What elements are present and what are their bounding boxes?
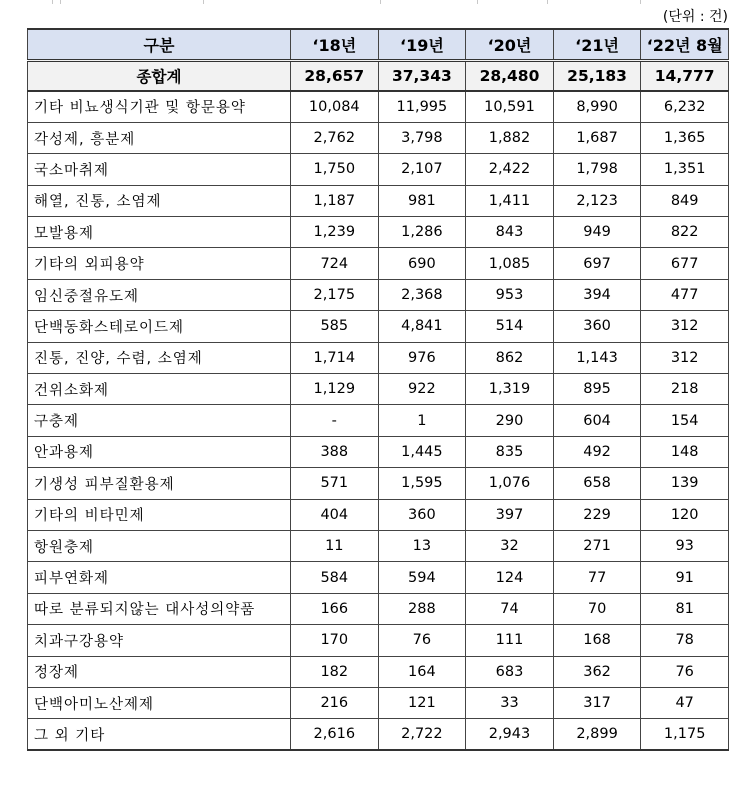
unit-label: (단위 : 건) [662,9,728,25]
row-value: 594 [378,562,466,593]
row-value: 690 [378,248,466,279]
row-value: 164 [378,656,466,687]
table-row [28,530,729,561]
row-value: 124 [466,562,554,593]
row-value: 2,722 [378,719,466,750]
row-value: 585 [291,311,379,342]
row-value: 1,714 [291,342,379,373]
row-value: 312 [641,311,729,342]
table-row [28,374,729,405]
row-label: 국소마취제 [28,154,291,185]
row-value: 584 [291,562,379,593]
row-value: 953 [466,279,554,310]
row-value: 1,798 [553,154,641,185]
row-value: - [291,405,379,436]
row-value: 3,798 [378,122,466,153]
row-value: 397 [466,499,554,530]
table-row [28,405,729,436]
row-value: 492 [553,436,641,467]
row-label: 기생성 피부질환용제 [28,468,291,499]
row-value: 477 [641,279,729,310]
row-label: 항원충제 [28,530,291,561]
row-label: 정장제 [28,656,291,687]
header-category: 구분 [28,29,291,60]
column-divider [60,0,61,4]
table-row [28,593,729,624]
row-value: 139 [641,468,729,499]
header-2021: ‘21년 [553,29,641,60]
row-label: 모발용제 [28,217,291,248]
column-divider [52,0,53,4]
row-value: 362 [553,656,641,687]
row-value: 10,084 [291,91,379,122]
row-value: 10,591 [466,91,554,122]
column-divider [477,0,478,4]
row-value: 2,422 [466,154,554,185]
top-strip [0,0,752,4]
row-value: 1,076 [466,468,554,499]
row-value: 835 [466,436,554,467]
row-value: 148 [641,436,729,467]
row-label: 건위소화제 [28,374,291,405]
row-value: 895 [553,374,641,405]
table-row [28,562,729,593]
row-value: 1,143 [553,342,641,373]
row-value: 182 [291,656,379,687]
table-row [28,217,729,248]
table-row [28,342,729,373]
row-value: 862 [466,342,554,373]
row-value: 11,995 [378,91,466,122]
row-value: 33 [466,687,554,718]
row-value: 288 [378,593,466,624]
row-label: 각성제, 흥분제 [28,122,291,153]
total-value: 28,657 [291,60,379,91]
table-row [28,154,729,185]
table-row [28,122,729,153]
row-label: 그 외 기타 [28,719,291,750]
header-2022-aug: ‘22년 8월 [641,29,729,60]
column-divider [640,0,641,4]
row-value: 697 [553,248,641,279]
row-value: 976 [378,342,466,373]
row-value: 1,085 [466,248,554,279]
row-value: 571 [291,468,379,499]
row-value: 1,750 [291,154,379,185]
row-value: 1,129 [291,374,379,405]
row-value: 271 [553,530,641,561]
header-2020: ‘20년 [466,29,554,60]
row-label: 피부연화제 [28,562,291,593]
row-value: 154 [641,405,729,436]
row-label: 안과용제 [28,436,291,467]
row-label: 기타의 비타민제 [28,499,291,530]
row-value: 1,595 [378,468,466,499]
row-value: 1,175 [641,719,729,750]
row-value: 6,232 [641,91,729,122]
total-label: 종합계 [28,60,291,91]
row-label: 해열, 진통, 소염제 [28,185,291,216]
total-value: 37,343 [378,60,466,91]
table-row [28,625,729,656]
row-value: 1,882 [466,122,554,153]
row-value: 2,943 [466,719,554,750]
row-value: 91 [641,562,729,593]
column-divider [380,0,381,4]
row-value: 76 [641,656,729,687]
row-value: 1,286 [378,217,466,248]
header-2018: ‘18년 [291,29,379,60]
row-value: 1 [378,405,466,436]
row-value: 843 [466,217,554,248]
row-value: 1,239 [291,217,379,248]
row-label: 단백아미노산제제 [28,687,291,718]
total-value: 14,777 [641,60,729,91]
row-value: 2,762 [291,122,379,153]
row-value: 2,616 [291,719,379,750]
row-value: 849 [641,185,729,216]
total-value: 25,183 [553,60,641,91]
table-row [28,91,729,122]
row-value: 77 [553,562,641,593]
row-value: 218 [641,374,729,405]
row-value: 683 [466,656,554,687]
table-row [28,687,729,718]
row-value: 360 [378,499,466,530]
table-row [28,279,729,310]
row-value: 1,445 [378,436,466,467]
row-value: 11 [291,530,379,561]
table-row [28,656,729,687]
row-value: 724 [291,248,379,279]
row-value: 111 [466,625,554,656]
row-value: 74 [466,593,554,624]
row-value: 121 [378,687,466,718]
row-value: 290 [466,405,554,436]
column-divider [547,0,548,4]
row-value: 317 [553,687,641,718]
row-value: 922 [378,374,466,405]
row-value: 2,175 [291,279,379,310]
row-value: 658 [553,468,641,499]
table-row [28,185,729,216]
row-value: 949 [553,217,641,248]
row-value: 13 [378,530,466,561]
row-value: 76 [378,625,466,656]
row-value: 388 [291,436,379,467]
row-value: 2,899 [553,719,641,750]
row-value: 2,123 [553,185,641,216]
table-row [28,719,729,750]
row-value: 120 [641,499,729,530]
row-value: 216 [291,687,379,718]
column-divider [203,0,204,4]
statistics-table [27,28,729,751]
row-value: 394 [553,279,641,310]
row-label: 단백동화스테로이드제 [28,311,291,342]
row-value: 8,990 [553,91,641,122]
row-label: 임신중절유도제 [28,279,291,310]
row-value: 47 [641,687,729,718]
total-row [28,60,729,91]
table-row [28,468,729,499]
table-row [28,311,729,342]
row-value: 168 [553,625,641,656]
row-value: 514 [466,311,554,342]
row-value: 70 [553,593,641,624]
row-value: 32 [466,530,554,561]
table-row [28,436,729,467]
row-value: 229 [553,499,641,530]
row-value: 2,368 [378,279,466,310]
row-value: 1,187 [291,185,379,216]
row-value: 604 [553,405,641,436]
row-value: 170 [291,625,379,656]
row-value: 822 [641,217,729,248]
row-value: 677 [641,248,729,279]
row-label: 기타 비뇨생식기관 및 항문용약 [28,91,291,122]
row-label: 진통, 진양, 수렴, 소염제 [28,342,291,373]
row-value: 1,319 [466,374,554,405]
row-value: 312 [641,342,729,373]
row-value: 81 [641,593,729,624]
header-row [28,29,729,60]
row-label: 기타의 외피용약 [28,248,291,279]
table-row [28,499,729,530]
row-value: 1,411 [466,185,554,216]
row-value: 1,351 [641,154,729,185]
row-value: 4,841 [378,311,466,342]
row-label: 치과구강용약 [28,625,291,656]
row-value: 166 [291,593,379,624]
total-value: 28,480 [466,60,554,91]
header-2019: ‘19년 [378,29,466,60]
row-label: 따로 분류되지않는 대사성의약품 [28,593,291,624]
row-value: 1,365 [641,122,729,153]
row-value: 360 [553,311,641,342]
row-value: 78 [641,625,729,656]
row-value: 1,687 [553,122,641,153]
row-value: 981 [378,185,466,216]
table-row [28,248,729,279]
row-value: 2,107 [378,154,466,185]
row-label: 구충제 [28,405,291,436]
row-value: 404 [291,499,379,530]
row-value: 93 [641,530,729,561]
